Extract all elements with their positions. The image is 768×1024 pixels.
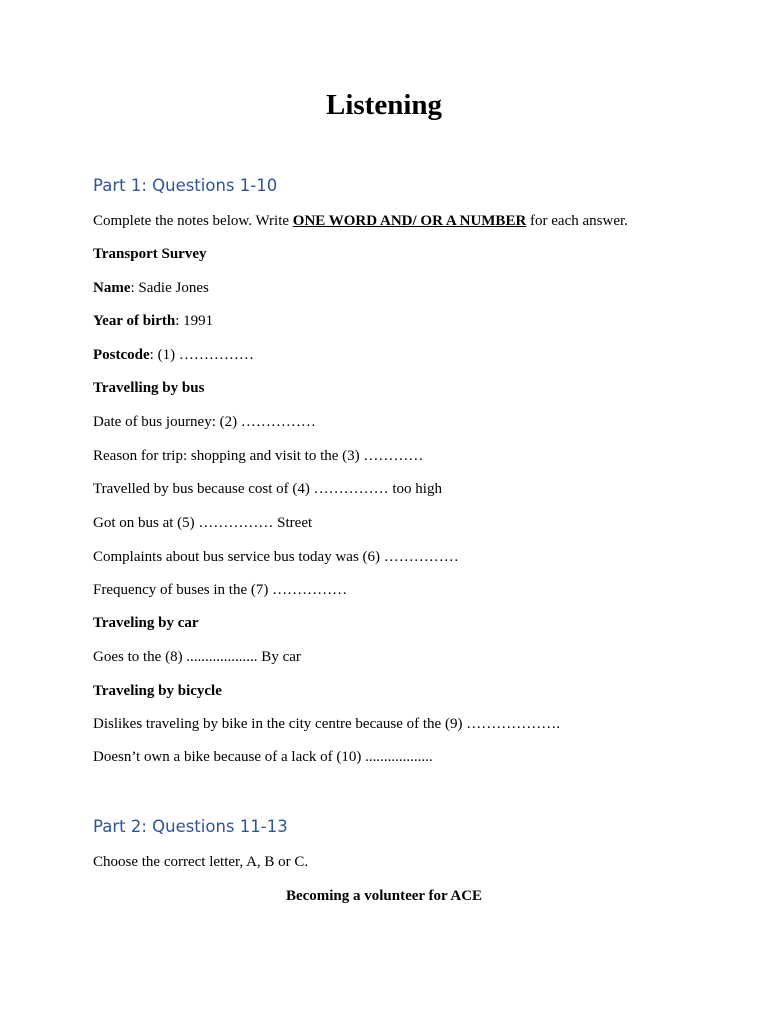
name-label: Name (93, 280, 131, 296)
name-value: : Sadie Jones (130, 280, 209, 296)
instruction-text-after: for each answer. (526, 213, 628, 229)
question-6: Complaints about bus service bus today was (6) …………… (93, 549, 459, 565)
postcode-line (93, 345, 254, 365)
bus-heading: Travelling by bus (93, 380, 205, 396)
postcode-value: : (1) …………… (149, 347, 254, 363)
question-4: Travelled by bus because cost of (4) …………… too high (93, 481, 442, 497)
instruction-text-before: Complete the notes below. Write (93, 213, 293, 229)
question-2: Date of bus journey: (2) …………… (93, 414, 316, 430)
instruction-emphasis: ONE WORD AND/ OR A NUMBER (292, 213, 527, 229)
section-title-transport-survey: Transport Survey (93, 246, 207, 262)
question-5: Got on bus at (5) …………… Street (93, 515, 313, 531)
car-heading: Traveling by car (93, 615, 199, 631)
year-label: Year of birth (93, 313, 176, 329)
question-10: Doesn’t own a bike because of a lack of (10) .................. (93, 749, 433, 765)
year-value: : 1991 (175, 313, 214, 329)
year-of-birth-line (93, 311, 213, 331)
question-8: Goes to the (8) ................... By car (93, 649, 301, 665)
question-9: Dislikes traveling by bike in the city centre because of the (9) ………………. (93, 716, 560, 732)
question-3: Reason for trip: shopping and visit to the (3) ………… (93, 448, 424, 464)
name-line (93, 278, 209, 298)
postcode-label: Postcode (93, 347, 150, 363)
part2-heading: Part 2: Questions 11-13 (93, 817, 288, 836)
page-title: Listening (325, 89, 443, 121)
part1-heading: Part 1: Questions 1-10 (93, 176, 278, 195)
part2-subtitle: Becoming a volunteer for ACE (285, 888, 483, 904)
question-7: Frequency of buses in the (7) …………… (93, 582, 348, 598)
part1-instruction (93, 211, 628, 231)
part2-instruction: Choose the correct letter, A, B or C. (93, 854, 309, 870)
bicycle-heading: Traveling by bicycle (93, 683, 222, 699)
